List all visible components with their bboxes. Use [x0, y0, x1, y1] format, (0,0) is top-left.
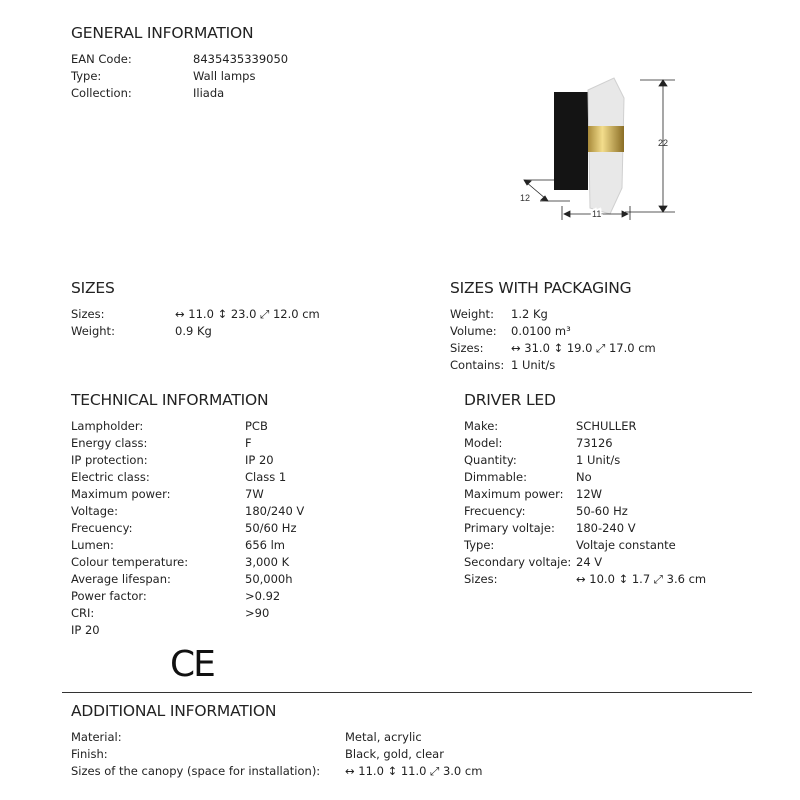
row-label: Colour temperature: — [71, 555, 189, 569]
sizes-section — [71, 279, 320, 340]
info-row — [71, 503, 304, 520]
lamp-backplate — [554, 92, 588, 190]
row-label: IP 20 — [71, 623, 100, 637]
row-label: Secondary voltaje: — [464, 555, 572, 569]
info-row — [71, 605, 304, 622]
info-row — [71, 306, 320, 323]
additional-rows — [71, 729, 482, 780]
info-row — [71, 520, 304, 537]
row-label: Type: — [71, 69, 102, 83]
row-label: Maximum power: — [464, 487, 564, 501]
row-value: 180-240 V — [576, 521, 636, 535]
row-value: >90 — [245, 606, 270, 620]
dimension-width: 11 — [592, 209, 602, 219]
row-value: Metal, acrylic — [345, 730, 422, 744]
row-label: Lumen: — [71, 538, 114, 552]
ce-mark: CE — [170, 644, 214, 685]
row-label: Lampholder: — [71, 419, 144, 433]
row-label: Weight: — [450, 307, 494, 321]
row-label: Average lifespan: — [71, 572, 171, 586]
row-value: 73126 — [576, 436, 613, 450]
packaging-section — [450, 279, 656, 374]
row-value: 1 Unit/s — [576, 453, 621, 467]
info-row — [71, 51, 288, 68]
row-value: IP 20 — [245, 453, 274, 467]
packaging-rows — [450, 306, 656, 374]
row-value: Class 1 — [245, 470, 287, 484]
general-section — [71, 24, 288, 102]
additional-title: ADDITIONAL INFORMATION — [71, 702, 277, 720]
row-value: 24 V — [576, 555, 603, 569]
technical-section — [71, 391, 304, 639]
row-label: Power factor: — [71, 589, 147, 603]
driver-title: DRIVER LED — [464, 391, 556, 409]
info-row — [71, 537, 304, 554]
info-row — [450, 306, 656, 323]
info-row — [71, 554, 304, 571]
row-value: 50/60 Hz — [245, 521, 297, 535]
info-row — [71, 85, 288, 102]
row-value: Voltaje constante — [576, 538, 676, 552]
row-label: Dimmable: — [464, 470, 527, 484]
info-row — [464, 469, 706, 486]
info-row — [71, 469, 304, 486]
additional-section — [71, 702, 482, 780]
row-label: Finish: — [71, 747, 108, 761]
row-value: Iliada — [193, 86, 225, 100]
info-row — [464, 452, 706, 469]
row-value: 0.0100 m³ — [511, 324, 571, 338]
row-value: 8435435339050 — [193, 52, 289, 66]
info-row — [464, 435, 706, 452]
info-row — [464, 418, 706, 435]
info-row — [71, 452, 304, 469]
row-value: ↔ 10.0 ↕ 1.7 ⤢ 3.6 cm — [576, 572, 707, 586]
divider — [62, 692, 752, 693]
row-value: 0.9 Kg — [175, 324, 212, 338]
general-rows — [71, 51, 288, 102]
row-label: Sizes: — [450, 341, 484, 355]
row-label: Voltage: — [71, 504, 119, 518]
row-value: PCB — [245, 419, 268, 433]
row-label: IP protection: — [71, 453, 148, 467]
info-row — [71, 729, 482, 746]
technical-rows — [71, 418, 304, 639]
info-row — [450, 323, 656, 340]
info-row — [464, 571, 706, 588]
row-label: Sizes of the canopy (space for installation): — [71, 764, 321, 778]
info-row — [464, 520, 706, 537]
info-row — [71, 588, 304, 605]
row-label: Primary voltaje: — [464, 521, 555, 535]
row-label: CRI: — [71, 606, 95, 620]
row-value: F — [245, 436, 252, 450]
row-value: 656 lm — [245, 538, 286, 552]
technical-title: TECHNICAL INFORMATION — [71, 391, 269, 409]
lamp-gold-band — [588, 126, 624, 152]
row-label: Volume: — [450, 324, 497, 338]
row-label: Make: — [464, 419, 499, 433]
row-value: >0.92 — [245, 589, 281, 603]
row-label: Quantity: — [464, 453, 517, 467]
info-row — [71, 763, 482, 780]
driver-rows — [464, 418, 706, 588]
row-label: Energy class: — [71, 436, 148, 450]
row-value: 180/240 V — [245, 504, 305, 518]
info-row — [71, 68, 288, 85]
row-value: 50-60 Hz — [576, 504, 628, 518]
info-row — [450, 340, 656, 357]
row-value: 1.2 Kg — [511, 307, 548, 321]
info-row — [71, 622, 304, 639]
row-label: EAN Code: — [71, 52, 132, 66]
row-value: Black, gold, clear — [345, 747, 444, 761]
row-value: 7W — [245, 487, 264, 501]
row-value: 3,000 K — [245, 555, 290, 569]
row-label: Collection: — [71, 86, 132, 100]
sizes-title: SIZES — [71, 279, 115, 297]
row-label: Weight: — [71, 324, 115, 338]
info-row — [464, 537, 706, 554]
info-row — [71, 486, 304, 503]
product-diagram — [510, 68, 680, 228]
row-label: Frecuency: — [71, 521, 133, 535]
driver-section — [464, 391, 706, 588]
row-value: 50,000h — [245, 572, 293, 586]
row-label: Model: — [464, 436, 503, 450]
row-value: ↔ 11.0 ↕ 11.0 ⤢ 3.0 cm — [345, 764, 483, 778]
row-value: ↔ 31.0 ↕ 19.0 ⤢ 17.0 cm — [511, 341, 656, 355]
row-value: ↔ 11.0 ↕ 23.0 ⤢ 12.0 cm — [175, 307, 320, 321]
info-row — [71, 435, 304, 452]
info-row — [450, 357, 656, 374]
row-value: SCHULLER — [576, 419, 637, 433]
row-value: 1 Unit/s — [511, 358, 556, 372]
packaging-title: SIZES WITH PACKAGING — [450, 279, 632, 297]
row-label: Sizes: — [71, 307, 105, 321]
row-value: 12W — [576, 487, 603, 501]
general-title: GENERAL INFORMATION — [71, 24, 254, 42]
info-row — [71, 571, 304, 588]
info-row — [464, 503, 706, 520]
info-row — [71, 418, 304, 435]
info-row — [464, 486, 706, 503]
row-label: Maximum power: — [71, 487, 171, 501]
row-label: Electric class: — [71, 470, 150, 484]
row-label: Frecuency: — [464, 504, 526, 518]
row-label: Type: — [464, 538, 495, 552]
info-row — [464, 554, 706, 571]
row-label: Contains: — [450, 358, 505, 372]
row-label: Material: — [71, 730, 122, 744]
row-label: Sizes: — [464, 572, 498, 586]
info-row — [71, 323, 320, 340]
row-value: Wall lamps — [193, 69, 256, 83]
dimension-depth: 12 — [520, 193, 531, 203]
sizes-rows — [71, 306, 320, 340]
dimension-height: 22 — [658, 138, 669, 148]
info-row — [71, 746, 482, 763]
row-value: No — [576, 470, 592, 484]
